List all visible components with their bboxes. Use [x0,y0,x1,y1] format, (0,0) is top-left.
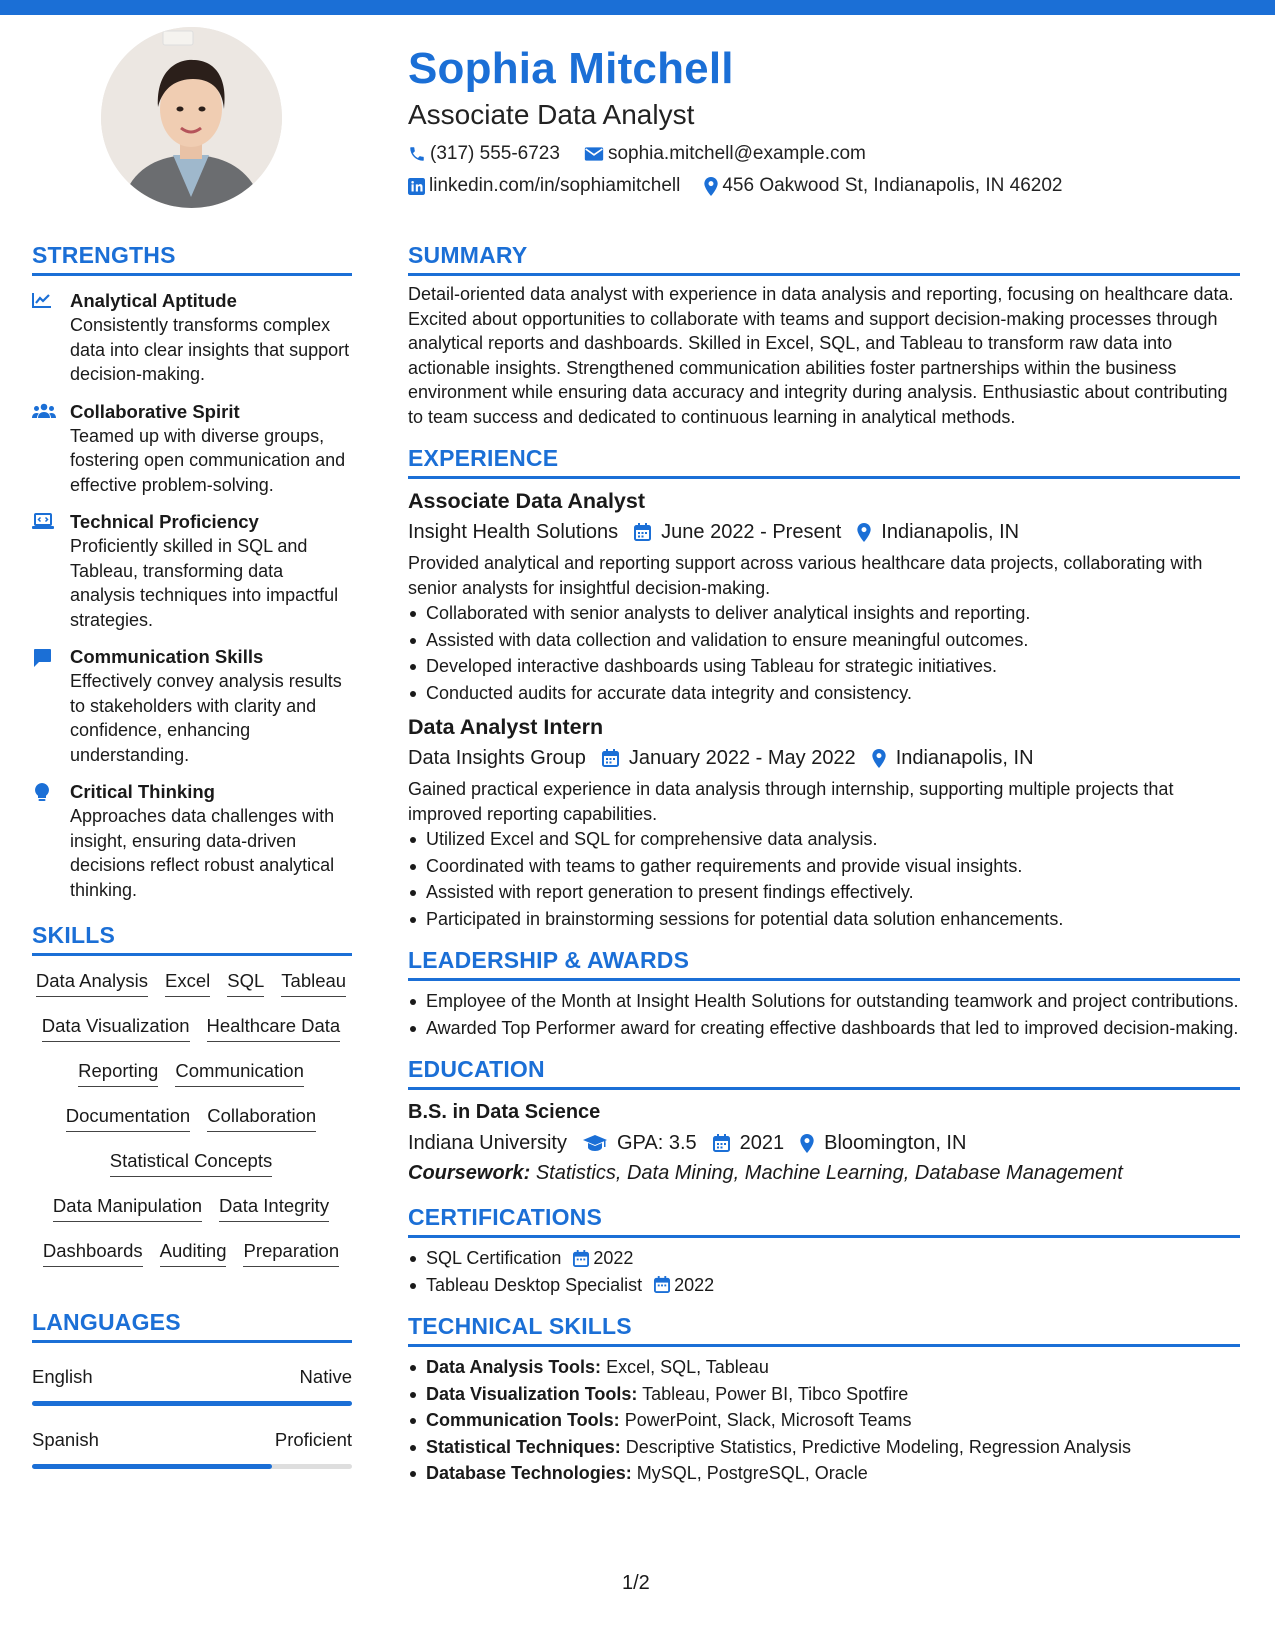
job-meta [408,743,1240,773]
language-bar [32,1464,352,1469]
strength-title: Communication Skills [70,646,264,667]
list-item [408,1435,1240,1460]
job-description: Gained practical experience in data analysis through internship, supporting multiple projects that improved reporting capabilities. [408,779,1174,824]
certification-item [408,1246,1240,1271]
skill-tag: Preparation [243,1238,339,1267]
list-item [408,1408,1240,1433]
profile-photo [101,27,282,208]
strength-title: Critical Thinking [70,781,215,802]
summary-text: Detail-oriented data analyst with experience in data analysis and reporting, focusing on healthcare data. Excited about opportunities to collaborate with teams and support decision-making processes through analytical reports and dashboards. Skilled in Excel, SQL, and Tableau to transform raw data into actionable insights. Strengthened communication abilities foster partnerships within the business environment while ensuring data accuracy and integrity during analysis. Enthusiastic about contributing to team success and dedicated to continuous learning in analytical methods. [408,284,1234,427]
list-item: Assisted with data collection and validation to ensure meaningful outcomes. [408,628,1240,653]
comment-icon [32,648,52,668]
phone-contact[interactable] [408,143,560,165]
languages-heading: LANGUAGES [32,1307,352,1343]
experience-heading: EXPERIENCE [408,443,1240,479]
candidate-name: Sophia Mitchell [408,44,734,93]
strength-item [32,510,352,632]
skill-tag: Auditing [160,1238,227,1267]
coursework-text: Statistics, Data Mining, Machine Learning, Database Management [535,1162,1123,1184]
language-level: Native [299,1366,352,1387]
job-dates: January 2022 - May 2022 [628,747,856,769]
list-item: Utilized Excel and SQL for comprehensive data analysis. [408,827,1240,852]
portrait-image [101,27,282,208]
tech-label: Data Visualization Tools: [426,1383,638,1404]
certification-name: SQL Certification [426,1248,562,1268]
list-item: Participated in brainstorming sessions for potential data solution enhancements. [408,907,1240,932]
job-location: Indianapolis, IN [895,747,1034,769]
certification-item [408,1273,1240,1298]
graduation-cap-icon [583,1135,607,1152]
list-item: Coordinated with teams to gather requirements and provide visual insights. [408,854,1240,879]
skill-row [32,1013,350,1058]
laptop-code-icon [32,513,54,530]
list-item [408,1355,1240,1380]
list-item [408,1382,1240,1407]
technical-skills-list [408,1355,1240,1486]
certifications-list [408,1246,1240,1297]
job-description: Provided analytical and reporting support across various healthcare data projects, collaborating with senior analysts for insightful decision-making. [408,553,1203,598]
strength-title: Analytical Aptitude [70,290,237,311]
strength-desc: Teamed up with diverse groups, fostering open communication and effective problem-solving. [70,425,346,495]
tech-value: PowerPoint, Slack, Microsoft Teams [624,1410,912,1430]
skills-list [32,968,350,1283]
location-pin-icon [872,749,886,768]
address-contact [704,175,1062,197]
strength-item [32,400,352,498]
strength-title: Technical Proficiency [70,511,259,532]
tech-value: MySQL, PostgreSQL, Oracle [636,1463,868,1483]
tech-label: Communication Tools: [426,1410,620,1430]
job-entry [408,487,1240,705]
skill-row [32,1103,350,1148]
language-item [32,1365,352,1406]
list-item: Awarded Top Performer award for creating effective dashboards that led to improved decision-making. [408,1016,1240,1041]
contact-row-2 [408,170,1238,202]
degree-title: B.S. in Data Science [408,1101,601,1123]
certification-name: Tableau Desktop Specialist [426,1274,643,1295]
strength-desc: Approaches data challenges with insight, ensuring data-driven decisions reflect robust analytical thinking. [70,806,335,900]
left-column [32,240,352,1469]
skill-tag: Data Manipulation [53,1193,202,1222]
linkedin-text: linkedin.com/in/sophiamitchell [429,175,681,196]
tech-label: Database Technologies: [426,1463,632,1483]
job-title: Associate Data Analyst [408,489,645,513]
strength-item [32,645,352,767]
job-title: Data Analyst Intern [408,715,604,739]
top-accent-bar [0,0,1275,15]
tech-value: Excel, SQL, Tableau [606,1357,769,1377]
tech-label: Data Analysis Tools: [426,1357,602,1377]
calendar-icon [634,523,651,541]
skill-tag: Documentation [66,1103,190,1132]
education-heading: EDUCATION [408,1054,1240,1090]
list-item: Developed interactive dashboards using Tableau for strategic initiatives. [408,654,1240,679]
skill-tag: Healthcare Data [207,1013,341,1042]
candidate-title: Associate Data Analyst [408,99,695,130]
graduation-year: 2021 [739,1132,785,1154]
strength-desc: Consistently transforms complex data into clear insights that support decision-making. [70,315,350,384]
email-text: sophia.mitchell@example.com [607,143,866,164]
skill-tag: Dashboards [43,1238,143,1267]
certification-year: 2022 [674,1274,715,1295]
phone-text: (317) 555-6723 [430,143,560,164]
skill-tag: Tableau [281,968,346,997]
strength-title: Collaborative Spirit [70,400,240,422]
chart-line-icon [32,292,52,308]
linkedin-icon [408,178,425,195]
education-meta [408,1128,1240,1158]
list-item [408,1461,1240,1486]
language-name: English [32,1366,93,1387]
resume-header [408,40,1238,202]
strength-item [32,780,352,902]
skill-row [32,1193,350,1238]
job-bullets [408,601,1240,705]
tech-value: Descriptive Statistics, Predictive Modeling, Regression Analysis [625,1436,1131,1457]
language-bar-fill [32,1401,352,1406]
strength-item [32,289,352,387]
skill-tag: Statistical Concepts [110,1148,272,1177]
skill-row [32,1238,350,1283]
tech-value: Tableau, Power BI, Tibco Spotfire [642,1383,909,1404]
language-bar-fill [32,1464,272,1469]
school-location: Bloomington, IN [824,1132,967,1154]
contact-row-1 [408,138,1238,170]
calendar-icon [654,1276,670,1293]
language-item [32,1428,352,1469]
skill-tag: Collaboration [207,1103,316,1132]
linkedin-contact[interactable] [408,175,680,197]
summary-heading: SUMMARY [408,240,1240,276]
leadership-heading: LEADERSHIP & AWARDS [408,945,1240,981]
job-meta [408,517,1240,547]
envelope-icon [584,146,604,162]
users-icon [32,403,56,419]
job-company: Data Insights Group [408,747,586,769]
email-contact[interactable] [584,143,866,165]
technical-skills-heading: TECHNICAL SKILLS [408,1311,1240,1347]
job-bullets [408,827,1240,931]
tech-label: Statistical Techniques: [426,1436,621,1457]
skill-row [32,968,350,1013]
certifications-heading: CERTIFICATIONS [408,1202,1240,1238]
job-dates: June 2022 - Present [661,521,842,543]
skill-tag: Excel [165,968,210,997]
job-location: Indianapolis, IN [881,521,1020,543]
list-item: Conducted audits for accurate data integrity and consistency. [408,681,1240,706]
skill-tag: Data Analysis [36,968,148,997]
school-name: Indiana University [408,1132,567,1154]
job-entry [408,713,1240,931]
language-name: Spanish [32,1429,99,1450]
skill-tag: Data Integrity [219,1193,329,1222]
coursework [408,1158,1240,1188]
list-item: Employee of the Month at Insight Health Solutions for outstanding teamwork and project contributions. [408,989,1240,1014]
gpa-text: GPA: 3.5 [616,1132,697,1154]
skill-tag: Communication [175,1058,304,1087]
skill-tag: Reporting [78,1058,158,1087]
lightbulb-icon [35,783,49,803]
skills-heading: SKILLS [32,920,352,956]
phone-icon [408,145,426,163]
calendar-icon [602,749,619,767]
skill-row [32,1148,350,1193]
coursework-label: Coursework: [408,1162,531,1184]
certification-year: 2022 [593,1248,634,1268]
location-pin-icon [800,1134,814,1153]
address-text: 456 Oakwood St, Indianapolis, IN 46202 [722,175,1063,196]
right-column [408,240,1240,1488]
list-item: Assisted with report generation to present findings effectively. [408,880,1240,905]
strengths-heading: STRENGTHS [32,240,352,276]
calendar-icon [573,1250,589,1267]
leadership-bullets [408,989,1240,1040]
list-item: Collaborated with senior analysts to deliver analytical insights and reporting. [408,601,1240,626]
job-company: Insight Health Solutions [408,521,619,543]
location-pin-icon [704,177,718,196]
language-level: Proficient [274,1429,352,1450]
language-bar [32,1401,352,1406]
calendar-icon [713,1134,730,1152]
page-number: 1/2 [622,1572,650,1594]
skill-tag: SQL [227,968,264,997]
strength-desc: Proficiently skilled in SQL and Tableau, transforming data analysis techniques into impactful strategies. [70,536,339,630]
skill-row [32,1058,350,1103]
strength-desc: Effectively convey analysis results to stakeholders with clarity and confidence, enhancing understanding. [70,671,342,765]
skill-tag: Data Visualization [42,1013,190,1042]
location-pin-icon [857,523,871,542]
